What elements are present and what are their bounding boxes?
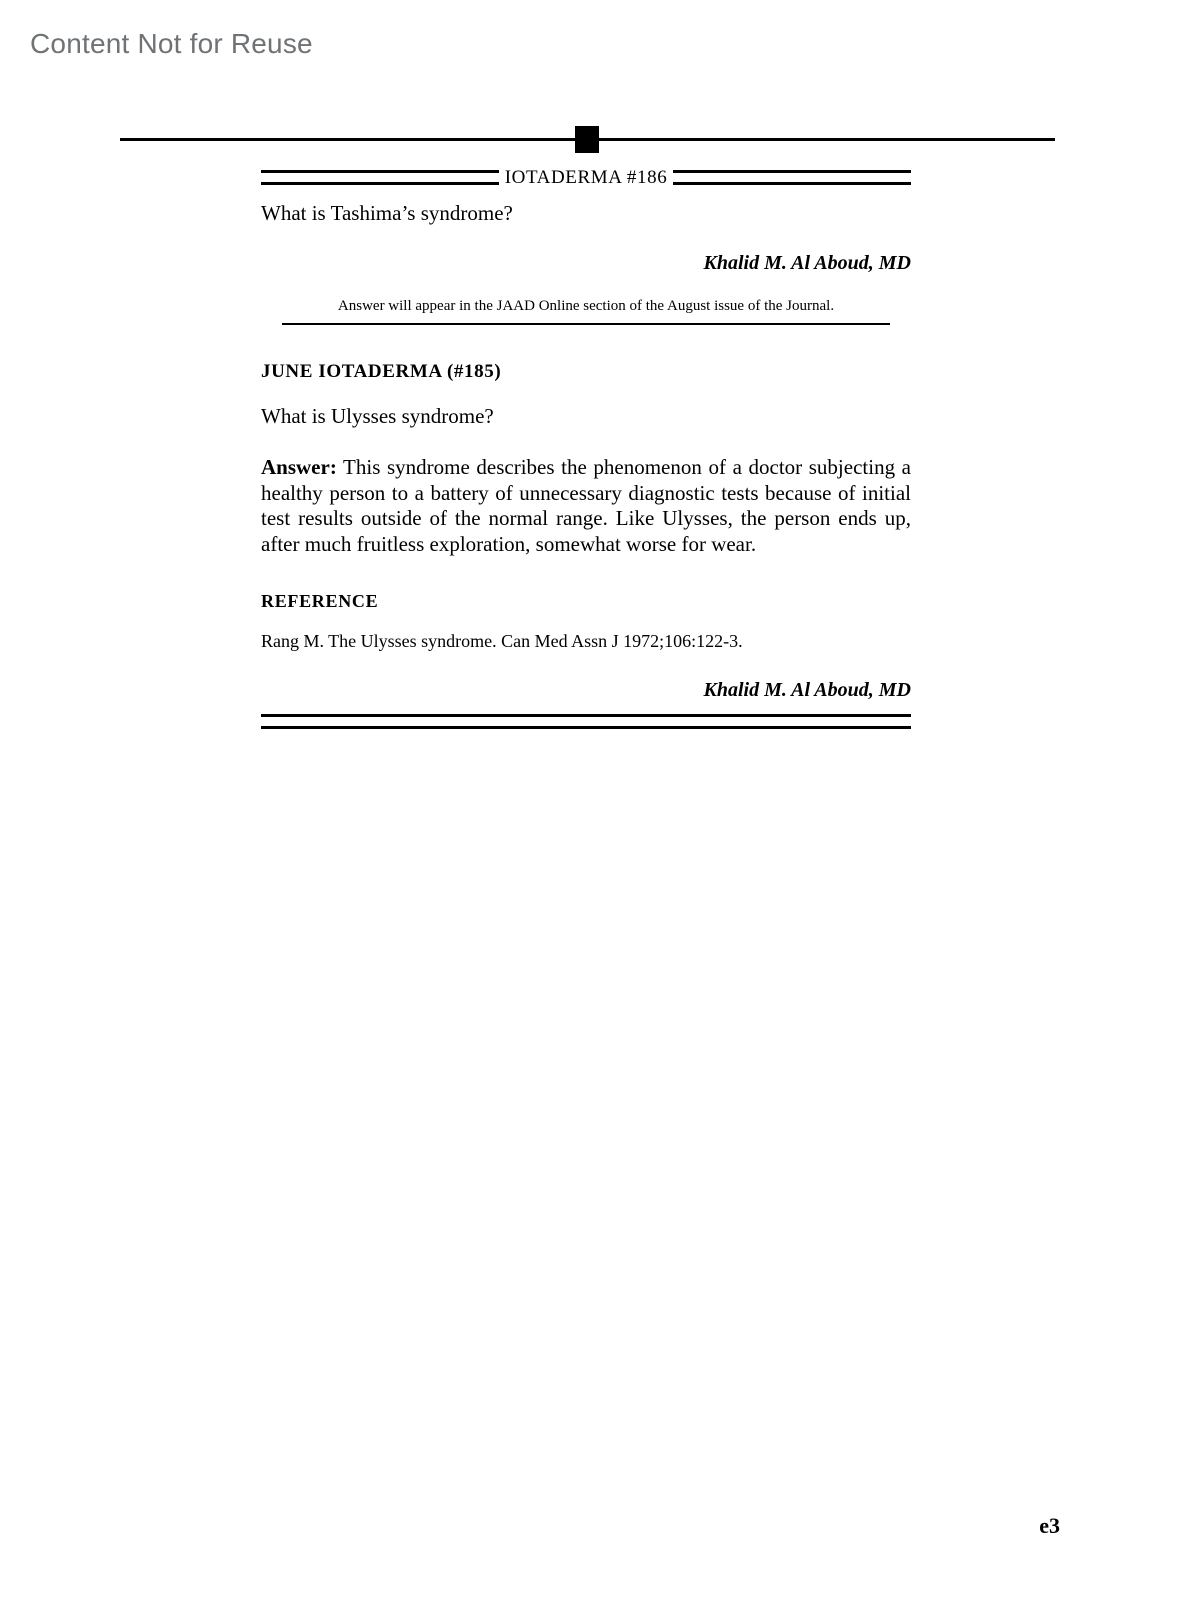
previous-question: What is Ulysses syndrome? xyxy=(261,403,494,428)
reference-heading: REFERENCE xyxy=(261,591,379,612)
black-square-marker xyxy=(575,126,599,153)
masthead-title: IOTADERMA #186 xyxy=(504,166,668,188)
reference-entry: Rang M. The Ulysses syndrome. Can Med Assn J 1972;106:122-3. xyxy=(261,631,743,652)
answer-body: This syndrome describes the phenomenon of a doctor subjecting a healthy person to a battery of unnecessary diagnostic tests because of initial test results outside of the normal range. Like Ulysses, the person ends up, after much fruitless exploration, somewhat worse for wear. xyxy=(261,455,911,556)
page-top-rule xyxy=(120,130,1055,164)
previous-author-byline: Khalid M. Al Aboud, MD xyxy=(703,678,911,701)
answer-availability-note: Answer will appear in the JAAD Online section of the August issue of the Journal. xyxy=(337,298,835,315)
section-closing-rule xyxy=(261,714,911,729)
watermark-text: Content Not for Reuse xyxy=(30,28,313,59)
masthead-rule-right xyxy=(673,170,911,185)
page-number: e3 xyxy=(1039,1513,1060,1538)
previous-issue-heading: JUNE IOTADERMA (#185) xyxy=(261,360,502,382)
current-question: What is Tashima’s syndrome? xyxy=(261,201,513,225)
previous-answer-paragraph xyxy=(261,455,911,557)
answer-label: Answer: xyxy=(261,455,337,479)
iotaderma-masthead xyxy=(261,168,911,186)
note-underline-rule xyxy=(282,323,890,325)
masthead-rule-left xyxy=(261,170,499,185)
current-author-byline: Khalid M. Al Aboud, MD xyxy=(703,252,911,275)
article-column xyxy=(261,168,911,729)
